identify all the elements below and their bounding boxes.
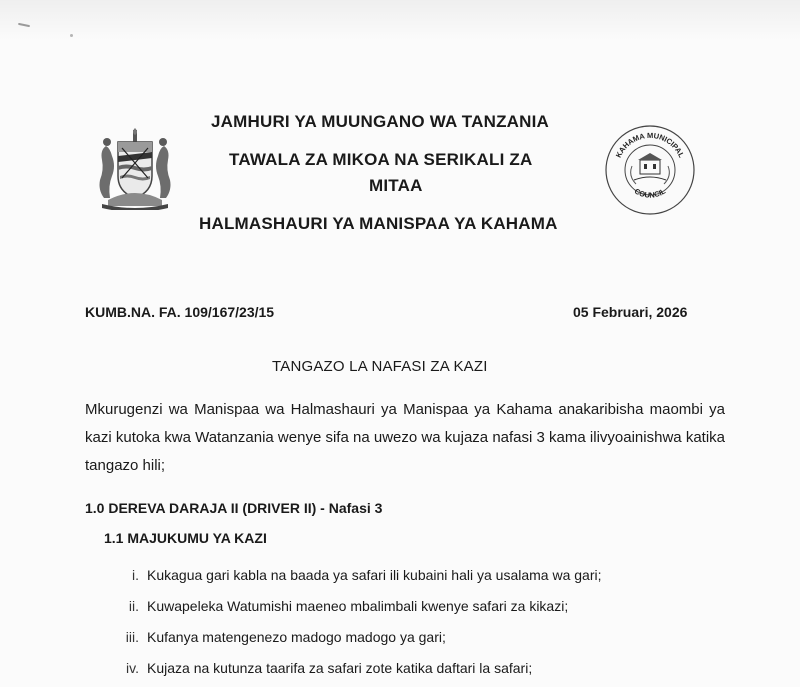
duty-item bbox=[115, 659, 602, 687]
reference-number: KUMB.NA. FA. 109/167/23/15 bbox=[85, 304, 275, 320]
scan-speck bbox=[70, 34, 73, 37]
scan-shadow bbox=[0, 0, 800, 40]
duty-number: iv. bbox=[126, 660, 139, 676]
duty-text: Kujaza na kutunza taarifa za safari zote katika daftari la safari; bbox=[147, 660, 533, 676]
duty-number: i. bbox=[132, 567, 139, 583]
duty-number: iii. bbox=[125, 629, 139, 645]
duty-text: Kukagua gari kabla na baada ya safari ili kubaini hali ya usalama wa gari; bbox=[147, 567, 602, 583]
duties-list bbox=[115, 566, 602, 687]
duty-item bbox=[115, 566, 602, 597]
document-date: 05 Februari, 2026 bbox=[573, 304, 688, 320]
header-ministry: TAWALA ZA MIKOA NA SERIKALI ZA bbox=[229, 150, 533, 169]
duty-number: ii. bbox=[128, 598, 139, 614]
duty-text: Kufanya matengenezo madogo madogo ya gari; bbox=[147, 629, 446, 645]
duty-item bbox=[115, 628, 602, 659]
municipal-council-seal bbox=[604, 124, 696, 216]
document-title: TANGAZO LA NAFASI ZA KAZI bbox=[272, 358, 488, 375]
duty-item bbox=[115, 597, 602, 628]
intro-paragraph: Mkurugenzi wa Manispaa wa Halmashauri ya Manispaa ya Kahama anakaribisha maombi ya kazi kutoka kwa Watanzania wenye sifa na uwezo wa kujaza nafasi 3 kama ilivyoainishwa katika tangazo hili; bbox=[85, 401, 725, 474]
subsection-heading: 1.1 MAJUKUMU YA KAZI bbox=[104, 530, 267, 546]
header-council: HALMASHAURI YA MANISPAA YA KAHAMA bbox=[199, 214, 558, 233]
section-heading: 1.0 DEREVA DARAJA II (DRIVER II) - Nafasi 3 bbox=[85, 500, 383, 516]
duty-text: Kuwapeleka Watumishi maeneo mbalimbali kwenye safari za kikazi; bbox=[147, 598, 569, 614]
header-ministry-cont: MITAA bbox=[369, 176, 423, 195]
header-country: JAMHURI YA MUUNGANO WA TANZANIA bbox=[211, 112, 550, 131]
svg-text:COUNCIL: COUNCIL bbox=[632, 186, 668, 200]
svg-text:KAHAMA MUNICIPAL: KAHAMA MUNICIPAL bbox=[613, 130, 687, 160]
coat-of-arms-emblem bbox=[96, 128, 174, 210]
